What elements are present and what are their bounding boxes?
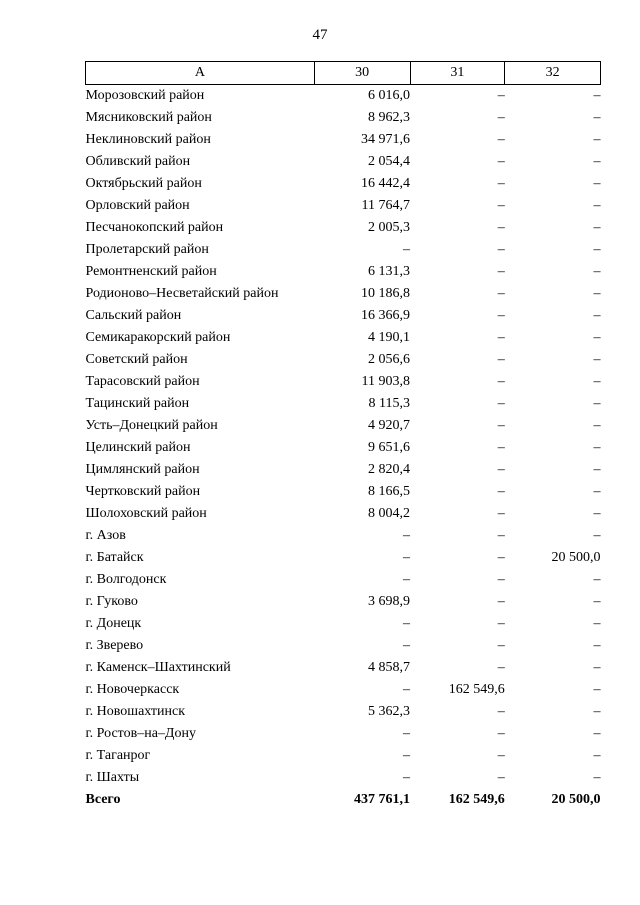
row-col-30-cell: 2 056,6 [368, 352, 411, 367]
row-col-32-cell: – [593, 308, 601, 323]
row-col-30-cell: 2 820,4 [368, 462, 411, 477]
table-row [86, 547, 601, 569]
row-col-30-cell: 34 971,6 [361, 132, 411, 147]
row-col-31-cell: – [497, 242, 505, 257]
table-row [86, 85, 601, 108]
row-name-cell: Морозовский район [85, 88, 205, 103]
row-col-30-cell: 11 903,8 [361, 374, 411, 389]
row-name-cell: Тацинский район [85, 396, 190, 411]
table-row [86, 569, 601, 591]
row-name-cell: Шолоховский район [85, 506, 207, 521]
row-col-32-cell: – [593, 748, 601, 763]
row-col-30-cell: 6 016,0 [368, 88, 411, 103]
table-row [86, 503, 601, 525]
row-col-32-cell: – [593, 132, 601, 147]
table-row [86, 349, 601, 371]
table-row [86, 283, 601, 305]
table-row [86, 195, 601, 217]
budget-table [85, 61, 601, 811]
row-name-cell: Целинский район [85, 440, 191, 455]
row-col-31-cell: – [497, 748, 505, 763]
table-row [86, 107, 601, 129]
row-col-31-cell: – [497, 440, 505, 455]
row-col-32-cell: – [593, 440, 601, 455]
row-col-31-cell: – [497, 220, 505, 235]
table-row [86, 459, 601, 481]
row-col-31-cell: – [497, 198, 505, 213]
row-name-cell: Родионово–Несветайский район [85, 286, 279, 301]
row-col-30-cell: – [403, 242, 411, 257]
table-row [86, 481, 601, 503]
row-col-31-cell: – [497, 132, 505, 147]
table-row [86, 415, 601, 437]
row-col-30-cell: – [403, 528, 411, 543]
row-name-cell: г. Каменск–Шахтинский [85, 660, 231, 675]
row-col-31-cell: – [497, 418, 505, 433]
row-col-32-cell: – [593, 616, 601, 631]
row-col-32-cell: – [593, 572, 601, 587]
row-col-30-cell: – [403, 748, 411, 763]
row-name-cell: г. Ростов–на–Дону [85, 726, 196, 741]
row-col-32-cell: – [593, 264, 601, 279]
row-name-cell: г. Новочеркасск [85, 682, 180, 697]
table-row [86, 305, 601, 327]
row-col-32-cell: – [593, 88, 601, 103]
row-col-31-cell: 162 549,6 [448, 682, 505, 697]
row-name-cell: г. Таганрог [85, 748, 151, 763]
row-col-31-cell: – [497, 660, 505, 675]
row-col-30-cell: – [403, 770, 411, 785]
row-name-cell: Неклиновский район [85, 132, 211, 147]
row-col-32-cell: – [593, 506, 601, 521]
row-col-30-cell: 11 764,7 [361, 198, 411, 213]
row-col-31-cell: – [497, 638, 505, 653]
table-row [86, 173, 601, 195]
row-col-32-cell: – [593, 704, 601, 719]
row-col-32-cell: – [593, 418, 601, 433]
row-col-31-cell: – [497, 396, 505, 411]
row-col-30-cell: – [403, 638, 411, 653]
row-name-cell: Обливский район [85, 154, 191, 169]
total-label: Всего [85, 792, 121, 807]
row-col-31-cell: – [497, 286, 505, 301]
row-col-30-cell: 16 442,4 [361, 176, 411, 191]
table-row [86, 701, 601, 723]
row-name-cell: г. Донецк [85, 616, 142, 631]
row-name-cell: Песчанокопский район [85, 220, 224, 235]
header-col-a: А [86, 62, 315, 85]
table-row [86, 723, 601, 745]
row-col-32-cell: – [593, 242, 601, 257]
row-col-32-cell: – [593, 176, 601, 191]
row-col-30-cell: – [403, 682, 411, 697]
row-col-32-cell: – [593, 726, 601, 741]
table-row [86, 525, 601, 547]
row-col-30-cell: 8 962,3 [368, 110, 411, 125]
row-col-32-cell: – [593, 484, 601, 499]
row-col-31-cell: – [497, 506, 505, 521]
table-row [86, 437, 601, 459]
row-name-cell: г. Шахты [85, 770, 140, 785]
row-col-31-cell: – [497, 110, 505, 125]
table-body [86, 85, 601, 790]
row-col-32-cell: – [593, 594, 601, 609]
row-col-31-cell: – [497, 462, 505, 477]
row-name-cell: г. Зверево [85, 638, 144, 653]
row-name-cell: г. Новошахтинск [85, 704, 186, 719]
row-col-30-cell: 8 166,5 [368, 484, 411, 499]
row-col-30-cell: – [403, 726, 411, 741]
row-name-cell: Семикаракорский район [85, 330, 231, 345]
row-col-32-cell: – [593, 220, 601, 235]
row-col-31-cell: – [497, 550, 505, 565]
row-col-31-cell: – [497, 704, 505, 719]
row-col-32-cell: – [593, 330, 601, 345]
row-col-31-cell: – [497, 176, 505, 191]
total-col-30: 437 761,1 [354, 792, 411, 807]
total-col-32: 20 500,0 [551, 792, 601, 807]
row-col-30-cell: 3 698,9 [368, 594, 411, 609]
row-col-30-cell: 8 004,2 [368, 506, 411, 521]
row-col-30-cell: 8 115,3 [368, 396, 411, 411]
row-col-32-cell: – [593, 154, 601, 169]
row-col-31-cell: – [497, 352, 505, 367]
row-col-31-cell: – [497, 374, 505, 389]
table-row [86, 151, 601, 173]
row-name-cell: Мясниковский район [85, 110, 212, 125]
row-col-32-cell: – [593, 638, 601, 653]
table-row [86, 393, 601, 415]
row-col-30-cell: 10 186,8 [361, 286, 411, 301]
row-name-cell: Сальский район [85, 308, 182, 323]
row-name-cell: Усть–Донецкий район [85, 418, 218, 433]
table-row [86, 745, 601, 767]
row-col-30-cell: 5 362,3 [368, 704, 411, 719]
row-col-30-cell: – [403, 616, 411, 631]
row-col-31-cell: – [497, 594, 505, 609]
row-col-30-cell: 2 005,3 [368, 220, 411, 235]
row-col-31-cell: – [497, 154, 505, 169]
table-row [86, 327, 601, 349]
row-name-cell: Советский район [85, 352, 188, 367]
table-row [86, 129, 601, 151]
row-col-30-cell: – [403, 572, 411, 587]
row-col-30-cell: 2 054,4 [368, 154, 411, 169]
row-name-cell: г. Волгодонск [85, 572, 167, 587]
header-col-32: 32 [505, 62, 601, 85]
table-row [86, 261, 601, 283]
header-col-30: 30 [314, 62, 410, 85]
table-row [86, 635, 601, 657]
row-name-cell: Чертковский район [85, 484, 201, 499]
row-col-31-cell: – [497, 88, 505, 103]
total-row [86, 789, 601, 811]
table-row [86, 679, 601, 701]
row-col-32-cell: – [593, 286, 601, 301]
row-col-32-cell: 20 500,0 [551, 550, 601, 565]
row-name-cell: Ремонтненский район [85, 264, 217, 279]
row-name-cell: Тарасовский район [85, 374, 200, 389]
row-col-32-cell: – [593, 374, 601, 389]
row-col-31-cell: – [497, 770, 505, 785]
row-col-32-cell: – [593, 528, 601, 543]
table-header-row [86, 62, 601, 85]
row-col-30-cell: 4 190,1 [368, 330, 411, 345]
table-row [86, 657, 601, 679]
table-row [86, 239, 601, 261]
row-col-32-cell: – [593, 396, 601, 411]
row-name-cell: Цимлянский район [85, 462, 200, 477]
total-col-31: 162 549,6 [448, 792, 505, 807]
row-col-31-cell: – [497, 726, 505, 741]
table-row [86, 371, 601, 393]
row-col-31-cell: – [497, 528, 505, 543]
row-name-cell: Орловский район [85, 198, 190, 213]
row-col-30-cell: 4 920,7 [368, 418, 411, 433]
row-col-31-cell: – [497, 330, 505, 345]
row-col-32-cell: – [593, 198, 601, 213]
row-name-cell: Пролетарский район [85, 242, 209, 257]
table-row [86, 591, 601, 613]
row-name-cell: г. Гуково [85, 594, 138, 609]
row-col-30-cell: 4 858,7 [368, 660, 411, 675]
row-col-31-cell: – [497, 616, 505, 631]
row-col-32-cell: – [593, 660, 601, 675]
row-col-31-cell: – [497, 572, 505, 587]
row-col-30-cell: 6 131,3 [368, 264, 411, 279]
row-col-32-cell: – [593, 110, 601, 125]
row-col-31-cell: – [497, 264, 505, 279]
row-name-cell: г. Батайск [85, 550, 144, 565]
row-col-32-cell: – [593, 682, 601, 697]
row-col-30-cell: 16 366,9 [361, 308, 411, 323]
page-number: 47 [312, 27, 328, 43]
row-col-30-cell: 9 651,6 [368, 440, 411, 455]
row-col-32-cell: – [593, 462, 601, 477]
row-name-cell: Октябрьский район [85, 176, 202, 191]
table-row [86, 767, 601, 789]
row-name-cell: г. Азов [85, 528, 126, 543]
row-col-32-cell: – [593, 770, 601, 785]
row-col-31-cell: – [497, 484, 505, 499]
table-row [86, 217, 601, 239]
header-col-31: 31 [410, 62, 505, 85]
row-col-30-cell: – [403, 550, 411, 565]
row-col-31-cell: – [497, 308, 505, 323]
row-col-32-cell: – [593, 352, 601, 367]
table-row [86, 613, 601, 635]
